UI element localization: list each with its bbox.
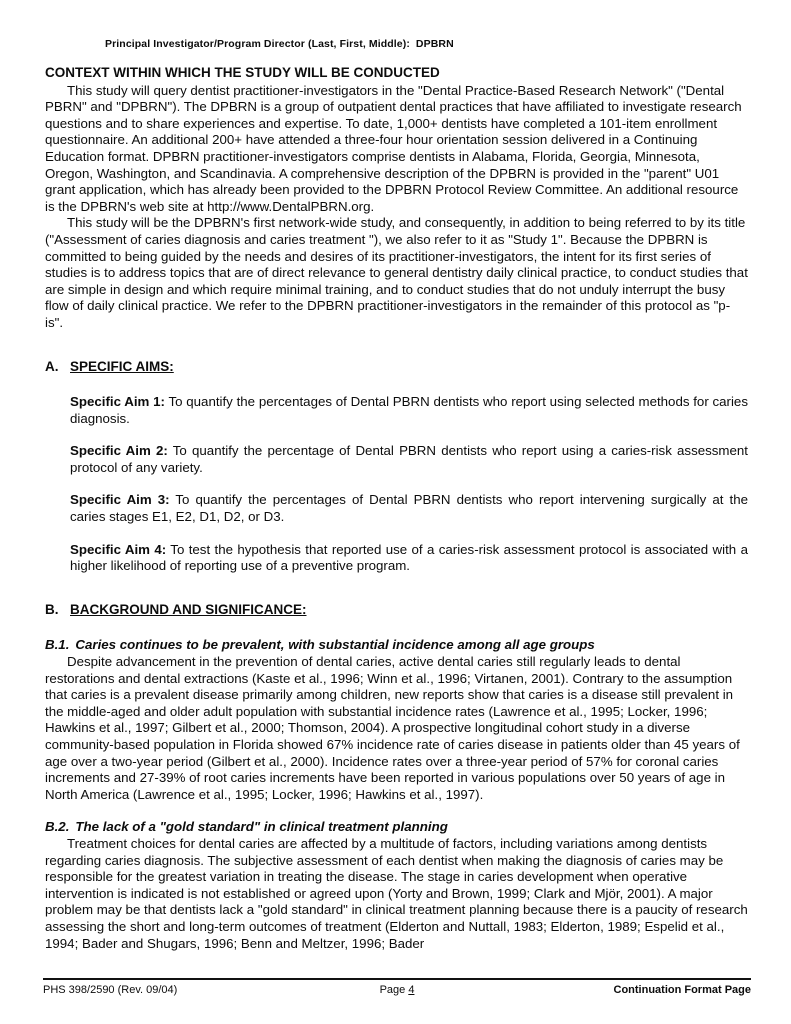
specific-aim-3-label: Specific Aim 3:: [70, 492, 170, 508]
specific-aim-1-label: Specific Aim 1:: [70, 394, 165, 410]
document-body: [45, 65, 748, 952]
subsection-b2-body: Treatment choices for dental caries are affected by a multitude of factors, including variations among dentists regarding caries diagnosis. The subjective assessment of each dentist when making the diagnosis of caries may be responsible for the greatest variation in treating the disease. The stage in caries development when operative intervention is indicated is not established or agreed upon (Yorty and Brown, 1999; Clark and Mjör, 2001). A major problem may be that dentists lack a "gold standard" in clinical treatment planning because there is a paucity of research assessing the short and long-term outcomes of treatment (Elderton and Nuttall, 1983; Elderton, 1989; Espelid et al., 1994; Bader and Shugars, 1996; Benn and Meltzer, 1996; Bader: [45, 835, 748, 951]
section-a-heading: [45, 359, 748, 376]
specific-aim-2: [70, 443, 748, 476]
subsection-b2-title: [45, 819, 748, 836]
form-header: [105, 38, 748, 50]
footer-page-label: Page: [379, 984, 409, 996]
context-paragraph-2: This study will be the DPBRN's first network-wide study, and consequently, in addition to being referred to by its title ("Assessment of caries diagnosis and caries treatment "), we also refer to it as "Study 1". Because the DPBRN is committed to being guided by the needs and desires of its practitioner-investigators, the intent for its first series of studies is to address topics that are of direct relevance to general dentistry daily clinical practice, to conduct studies that are simple in design and which require minimal training, and to conduct studies that do not unduly interrupt the busy flow of daily clinical practice. We refer to the DPBRN practitioner-investigators in the remainder of this protocol as "p-is".: [45, 215, 748, 330]
subsection-b2-label: B.2.: [45, 819, 70, 835]
specific-aim-2-label: Specific Aim 2:: [70, 443, 168, 459]
footer-page-number: 4: [408, 984, 415, 996]
specific-aim-2-text: To quantify the percentage of Dental PBRN dentists who report using a caries-risk assessment protocol of any variety.: [70, 443, 748, 475]
footer-page-indicator: [380, 984, 415, 996]
subsection-b2: [45, 819, 748, 952]
footer-form-id: PHS 398/2590 (Rev. 09/04): [43, 984, 178, 996]
specific-aim-3-text: To quantify the percentages of Dental PBRN dentists who report intervening surgically at the caries stages E1, E2, D1, D2, or D3.: [70, 492, 748, 525]
specific-aim-3: [70, 492, 748, 525]
subsection-b1-label: B.1.: [45, 637, 70, 653]
specific-aim-4-text: To test the hypothesis that reported use of a caries-risk assessment protocol is associated with a higher likelihood of reporting use of a preventive program.: [70, 541, 748, 574]
context-section-heading: CONTEXT WITHIN WHICH THE STUDY WILL BE CONDUCTED: [45, 65, 440, 80]
specific-aim-1-text: To quantify the percentages of Dental PBRN dentists who report using selected methods for caries diagnosis.: [70, 394, 748, 426]
pi-director-value: DPBRN: [415, 38, 454, 50]
section-b-heading: [45, 602, 748, 619]
subsection-b1-body: Despite advancement in the prevention of dental caries, active dental caries still regularly leads to dental restorations and dental extractions (Kaste et al., 1996; Winn et al., 1996; Virtanen, 2001). Contrary to the assumption that caries is a prevalent disease primarily among children, new reports show that caries is a disease still prevalent in the middle-aged and older adult population with substantial incidence rates (Lawrence et al., 1995; Locker, 1996; Hawkins et al., 1997; Gilbert et al., 2000; Thomson, 2004). A prospective longitudinal cohort study in a diverse community-based population in Florida showed 67% incidence rate of caries disease in patients older than 45 years of age over a two-year period (Gilbert et al., 2000). Incidence rates over a three-year period of 57% for coronal caries increments and 27-39% of root caries increments have been reported in various populations over 50 years of age in North America (Lawrence et al., 1995; Locker, 1996; Hawkins et al., 1997).: [45, 654, 740, 802]
section-b-title: BACKGROUND AND SIGNIFICANCE:: [70, 601, 307, 617]
specific-aim-4: [70, 542, 748, 575]
pi-director-label: Principal Investigator/Program Director (Last, First, Middle):: [105, 38, 410, 50]
subsection-b1: [45, 637, 748, 803]
subsection-b1-title-text: Caries continues to be prevalent, with substantial incidence among all age groups: [75, 637, 595, 653]
page-footer: [43, 978, 751, 996]
subsection-b1-title: [45, 637, 748, 654]
section-a-letter: A.: [45, 358, 59, 374]
specific-aim-1: [70, 394, 748, 427]
subsection-b2-title-text: The lack of a "gold standard" in clinical treatment planning: [75, 819, 448, 835]
context-paragraph-1: This study will query dentist practitioner-investigators in the "Dental Practice-Based Research Network" ("Dental PBRN" and "DPBRN"). The DPBRN is a group of outpatient dental practices that have affiliated to investigate research questions and to share experiences and expertise. To date, 1,000+ dentists have completed a 101-item enrollment questionnaire. An additional 200+ have attended a three-four hour orientation session delivered in a Continuing Education format. DPBRN practitioner-investigators comprise dentists in Alabama, Florida, Georgia, Minnesota, Oregon, Washington, and Scandinavia. A comprehensive description of the DPBRN is provided in the "parent" U01 grant application, which has already been provided to the DPBRN Protocol Review Committee. An additional resource is the DPBRN's web site at http://www.DentalPBRN.org.: [45, 82, 742, 214]
section-a-title: SPECIFIC AIMS:: [70, 358, 174, 374]
specific-aim-4-label: Specific Aim 4:: [70, 541, 167, 557]
footer-format-label: Continuation Format Page: [613, 984, 751, 996]
section-b-letter: B.: [45, 601, 59, 617]
footer-row: [43, 984, 751, 996]
